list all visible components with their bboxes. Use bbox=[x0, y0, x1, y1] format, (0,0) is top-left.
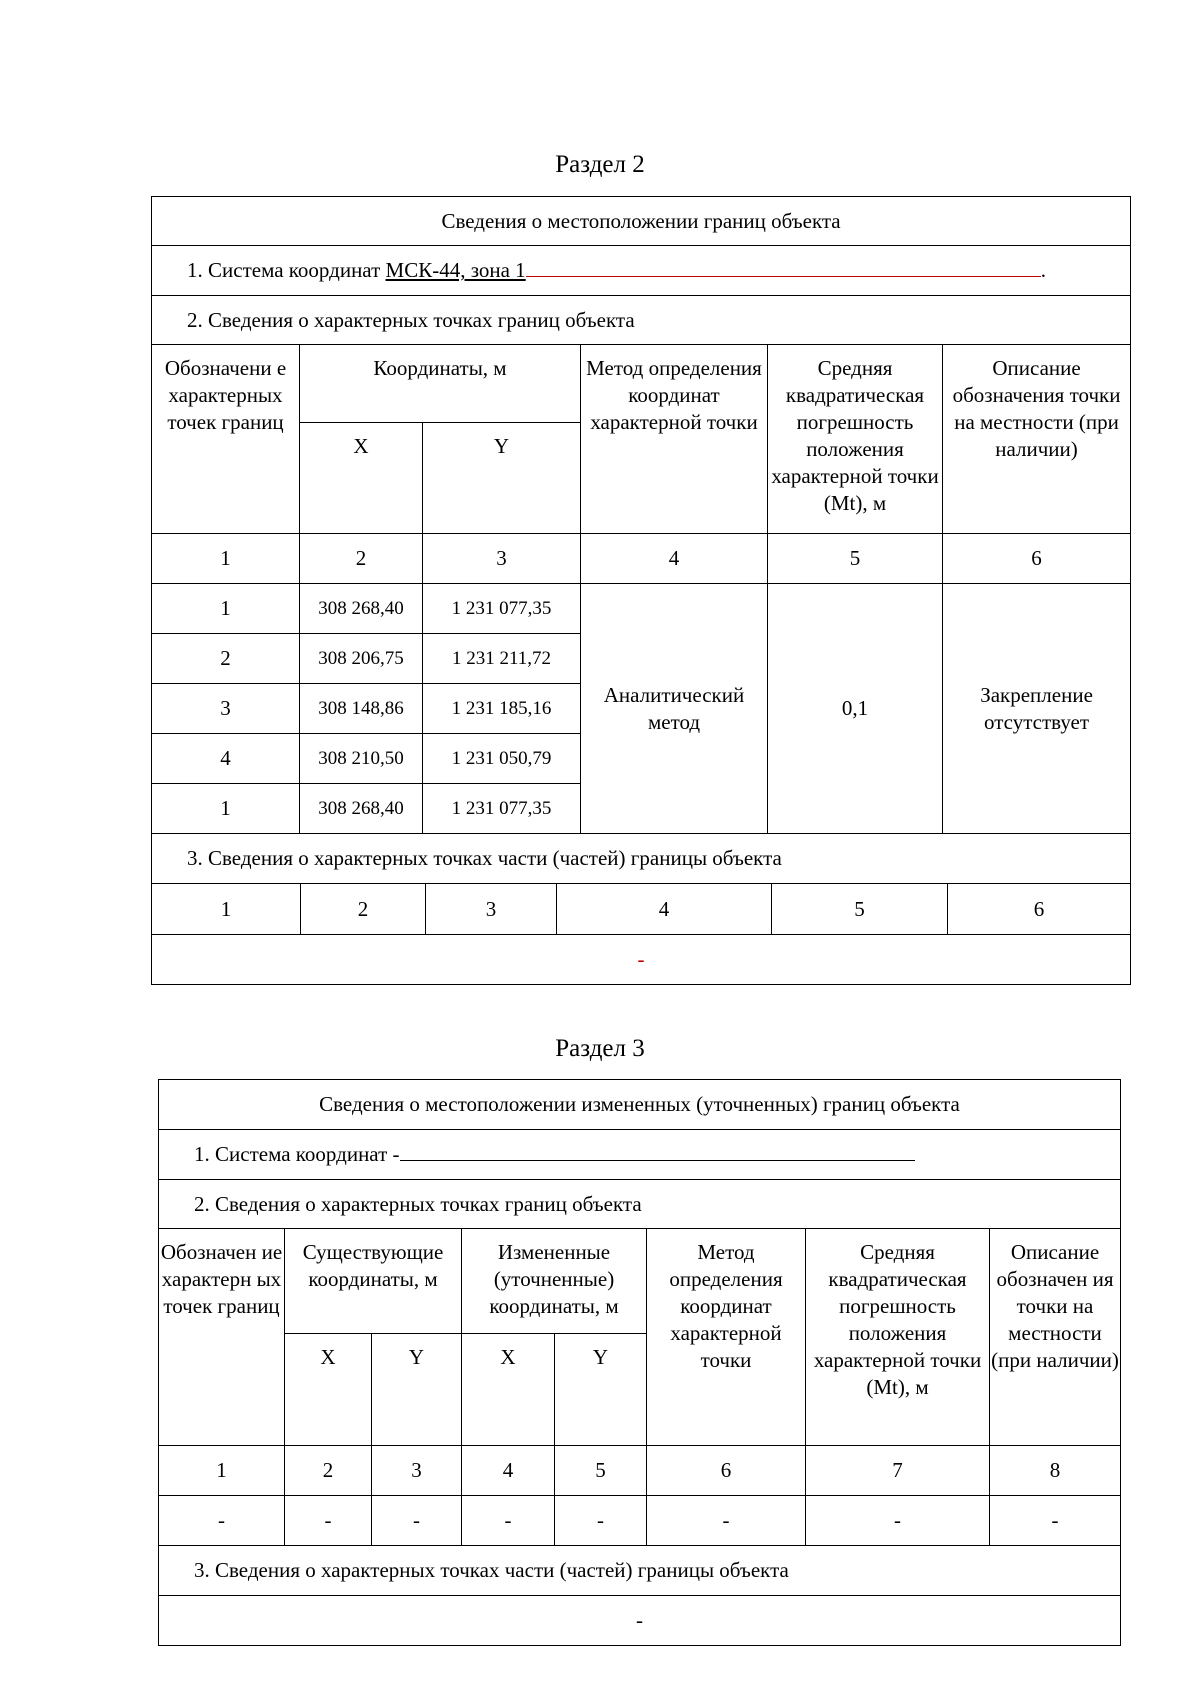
col-y-header: Y bbox=[372, 1334, 462, 1446]
coord-system-value: МСК-44, зона 1 bbox=[385, 258, 526, 282]
method-value: Аналитический метод bbox=[581, 584, 768, 834]
section-2-header: Сведения о местоположении границ объекта bbox=[152, 197, 1131, 246]
col-changed-header: Измененные (уточненные) координаты, м bbox=[462, 1229, 647, 1334]
col-number: 6 bbox=[943, 534, 1131, 584]
point-number: 4 bbox=[152, 734, 300, 784]
point-x: 308 206,75 bbox=[300, 634, 423, 684]
dash-cell: - bbox=[372, 1496, 462, 1546]
coord-system-row bbox=[159, 1130, 1121, 1180]
col-method-header: Метод определения координат характерной точки bbox=[581, 345, 768, 534]
col-number: 6 bbox=[647, 1446, 806, 1496]
coord-system-label: 1. Система координат - bbox=[194, 1142, 400, 1166]
point-y: 1 231 077,35 bbox=[423, 584, 581, 634]
col-x-header: X bbox=[300, 423, 423, 534]
dash-cell: - bbox=[647, 1496, 806, 1546]
col-number: 1 bbox=[152, 884, 301, 934]
fill-line bbox=[400, 1142, 915, 1161]
point-number: 2 bbox=[152, 634, 300, 684]
col-number: 1 bbox=[152, 534, 300, 584]
col-number: 3 bbox=[372, 1446, 462, 1496]
point-x: 308 148,86 bbox=[300, 684, 423, 734]
point-number: 1 bbox=[152, 584, 300, 634]
point-y: 1 231 185,16 bbox=[423, 684, 581, 734]
table-row bbox=[152, 584, 1131, 634]
part-empty-value: - bbox=[159, 1596, 1121, 1646]
point-number: 1 bbox=[152, 784, 300, 834]
col-desc-header: Описание обозначен ия точки на местности (при наличии) bbox=[990, 1229, 1121, 1446]
col-number: 5 bbox=[768, 534, 943, 584]
col-number: 5 bbox=[555, 1446, 647, 1496]
col-method-header: Метод определения координат характерной точки bbox=[647, 1229, 806, 1446]
col-coords-header: Координаты, м bbox=[300, 345, 581, 423]
col-number: 2 bbox=[285, 1446, 372, 1496]
dash-cell: - bbox=[159, 1496, 285, 1546]
col-x-header: X bbox=[462, 1334, 555, 1446]
col-number: 6 bbox=[1033, 896, 1045, 921]
col-error-header: Средняя квадратическая погрешность положения характерной точки (Mt), м bbox=[806, 1229, 990, 1446]
col-desc-header: Описание обозначения точки на местности (при наличии) bbox=[943, 345, 1131, 534]
col-x-header: X bbox=[285, 1334, 372, 1446]
col-number: 3 bbox=[426, 884, 557, 934]
point-y: 1 231 211,72 bbox=[423, 634, 581, 684]
col-number: 7 bbox=[806, 1446, 990, 1496]
section-3-table bbox=[158, 1079, 1121, 1646]
point-x: 308 268,40 bbox=[300, 584, 423, 634]
dash-cell: - bbox=[462, 1496, 555, 1546]
part-empty-value: - bbox=[152, 935, 1131, 985]
dash-cell: - bbox=[555, 1496, 647, 1546]
col-error-header: Средняя квадратическая погрешность положения характерной точки (Mt), м bbox=[768, 345, 943, 534]
point-y: 1 231 077,35 bbox=[423, 784, 581, 834]
dash-cell: - bbox=[285, 1496, 372, 1546]
point-x: 308 210,50 bbox=[300, 734, 423, 784]
col-y-header: Y bbox=[423, 423, 581, 534]
point-x: 308 268,40 bbox=[300, 784, 423, 834]
point-y: 1 231 050,79 bbox=[423, 734, 581, 784]
col-designation-header: Обозначен ие характерн ых точек границ bbox=[159, 1229, 285, 1446]
col-number: 2 bbox=[300, 534, 423, 584]
points-heading: 2. Сведения о характерных точках границ объекта bbox=[159, 1180, 1121, 1229]
dash-cell: - bbox=[990, 1496, 1121, 1546]
fill-line bbox=[526, 258, 1041, 277]
desc-value: Закрепление отсутствует bbox=[943, 584, 1131, 834]
section-2-table bbox=[151, 196, 1131, 985]
coord-system-end: . bbox=[1040, 258, 1046, 282]
points-heading: 2. Сведения о характерных точках границ объекта bbox=[152, 296, 1131, 345]
dash-cell: - bbox=[806, 1496, 990, 1546]
col-existing-header: Существующие координаты, м bbox=[285, 1229, 462, 1334]
point-number: 3 bbox=[152, 684, 300, 734]
part-heading: 3. Сведения о характерных точках части (частей) границы объекта bbox=[152, 834, 1131, 884]
col-number: 1 bbox=[159, 1446, 285, 1496]
col-number: 4 bbox=[557, 884, 772, 934]
coord-system-label: 1. Система координат bbox=[187, 258, 386, 282]
section-2-title: Раздел 2 bbox=[555, 151, 645, 178]
part-heading: 3. Сведения о характерных точках части (частей) границы объекта bbox=[159, 1546, 1121, 1596]
col-number: 4 bbox=[462, 1446, 555, 1496]
col-number: 5 bbox=[772, 884, 948, 934]
col-number: 2 bbox=[301, 884, 426, 934]
col-designation-header: Обозначени е характерных точек границ bbox=[152, 345, 300, 534]
col-number: 3 bbox=[423, 534, 581, 584]
col-y-header: Y bbox=[555, 1334, 647, 1446]
col-number: 8 bbox=[990, 1446, 1121, 1496]
table-row bbox=[159, 1496, 1121, 1546]
col-number: 4 bbox=[581, 534, 768, 584]
part-numbers-row bbox=[152, 884, 1131, 935]
coord-system-row bbox=[152, 246, 1131, 296]
section-3-title: Раздел 3 bbox=[555, 1035, 645, 1062]
error-value: 0,1 bbox=[768, 584, 943, 834]
section-3-header: Сведения о местоположении измененных (уточненных) границ объекта bbox=[159, 1080, 1121, 1130]
